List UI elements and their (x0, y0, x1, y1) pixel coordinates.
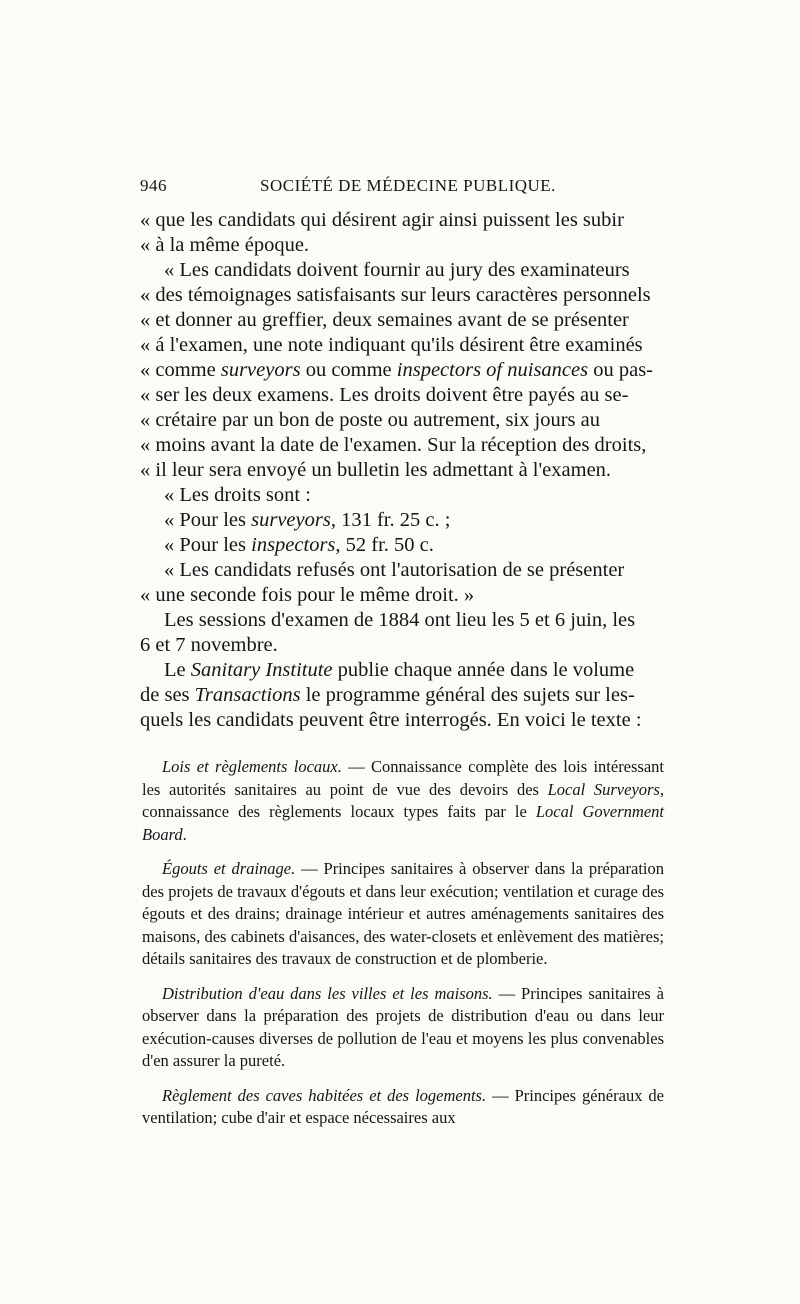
italic-term: inspectors of nuisances (396, 359, 589, 381)
syllabus-section: Distribution d'eau dans les villes et les maisons. — Principes sanitaires à observer dans la préparation des projets de distribution d'eau ou dans leur exécution-causes diverses de pollution de l'eau et moyens les plus convenables d'en assurer la pureté. (142, 983, 664, 1070)
italic-term: surveyors (220, 359, 301, 381)
syllabus (142, 756, 664, 1142)
text-line: de ses Transactions le programme général des sujets sur les- (140, 684, 635, 706)
text-line: « ser les deux examens. Les droits doivent être payés au se- (140, 384, 629, 406)
running-title: SOCIÉTÉ DE MÉDECINE PUBLIQUE. (260, 176, 556, 195)
italic-term: inspectors (251, 534, 336, 556)
section-heading: Règlement des caves habitées et des logements. (162, 1085, 487, 1105)
page-number: 946 (140, 176, 167, 195)
text-line: 6 et 7 novembre. (140, 634, 278, 656)
italic-term: Local Surveyors (547, 779, 660, 799)
section-heading: Lois et règlements locaux. (162, 757, 342, 776)
text-line: « Pour les inspectors, 52 fr. 50 c. (164, 534, 434, 556)
text-line: « Pour les surveyors, 131 fr. 25 c. ; (164, 509, 451, 531)
text-line: « et donner au greffier, deux semaines avant de se présenter (140, 309, 629, 331)
text-line: « il leur sera envoyé un bulletin les admettant à l'examen. (140, 459, 612, 481)
italic-term: Local Government Board (142, 802, 664, 844)
italic-term: Transactions (194, 684, 301, 706)
text-line: « Les droits sont : (164, 484, 311, 506)
text-line: « Les candidats doivent fournir au jury des examinateurs (164, 259, 630, 281)
syllabus-section: Règlement des caves habitées et des logements. — Principes généraux de ventilation; cube d'air et espace nécessaires aux (142, 1085, 664, 1127)
text-line: « à la même époque. (140, 234, 310, 256)
text-line: « crétaire par un bon de poste ou autrement, six jours au (140, 409, 600, 431)
text-line: Les sessions d'examen de 1884 ont lieu les 5 et 6 juin, les (164, 609, 636, 631)
text-line: « á l'examen, une note indiquant qu'ils désirent être examinés (140, 334, 643, 356)
italic-term: surveyors (251, 509, 331, 531)
main-text (140, 208, 664, 733)
text-line: Le Sanitary Institute publie chaque année dans le volume (164, 659, 635, 681)
section-heading: Égouts et drainage. (162, 859, 296, 878)
italic-term: Sanitary Institute (190, 659, 333, 681)
syllabus-section: Lois et règlements locaux. — Connaissance complète des lois intéressant les autorités sanitaires au point de vue des devoirs des Local Surveyors, connaissance des règlements locaux types faits par le Local Government Board. (142, 757, 665, 844)
text-line: « comme surveyors ou comme inspectors of nuisances ou pas- (140, 359, 654, 381)
text-line: « que les candidats qui désirent agir ainsi puissent les subir (140, 209, 624, 231)
text-line: « des témoignages satisfaisants sur leurs caractères personnels (140, 284, 651, 306)
text-line: « une seconde fois pour le même droit. » (140, 584, 475, 606)
text-line: « Les candidats refusés ont l'autorisation de se présenter (164, 559, 625, 581)
text-line: quels les candidats peuvent être interrogés. En voici le texte : (140, 709, 642, 731)
section-heading: Distribution d'eau dans les villes et les maisons. (162, 983, 493, 1003)
syllabus-section: Égouts et drainage. — Principes sanitaires à observer dans la préparation des projets de travaux d'égouts et dans leur exécution; ventilation et curage des égouts et des drains; drainage intérieur et autres aménagements sanitaires des maisons, des cabinets d'aisances, des water-closets et enlèvement des matières; détails sanitaires des travaux de construction et de plomberie. (142, 859, 664, 968)
text-line: « moins avant la date de l'examen. Sur la réception des droits, (140, 434, 647, 456)
